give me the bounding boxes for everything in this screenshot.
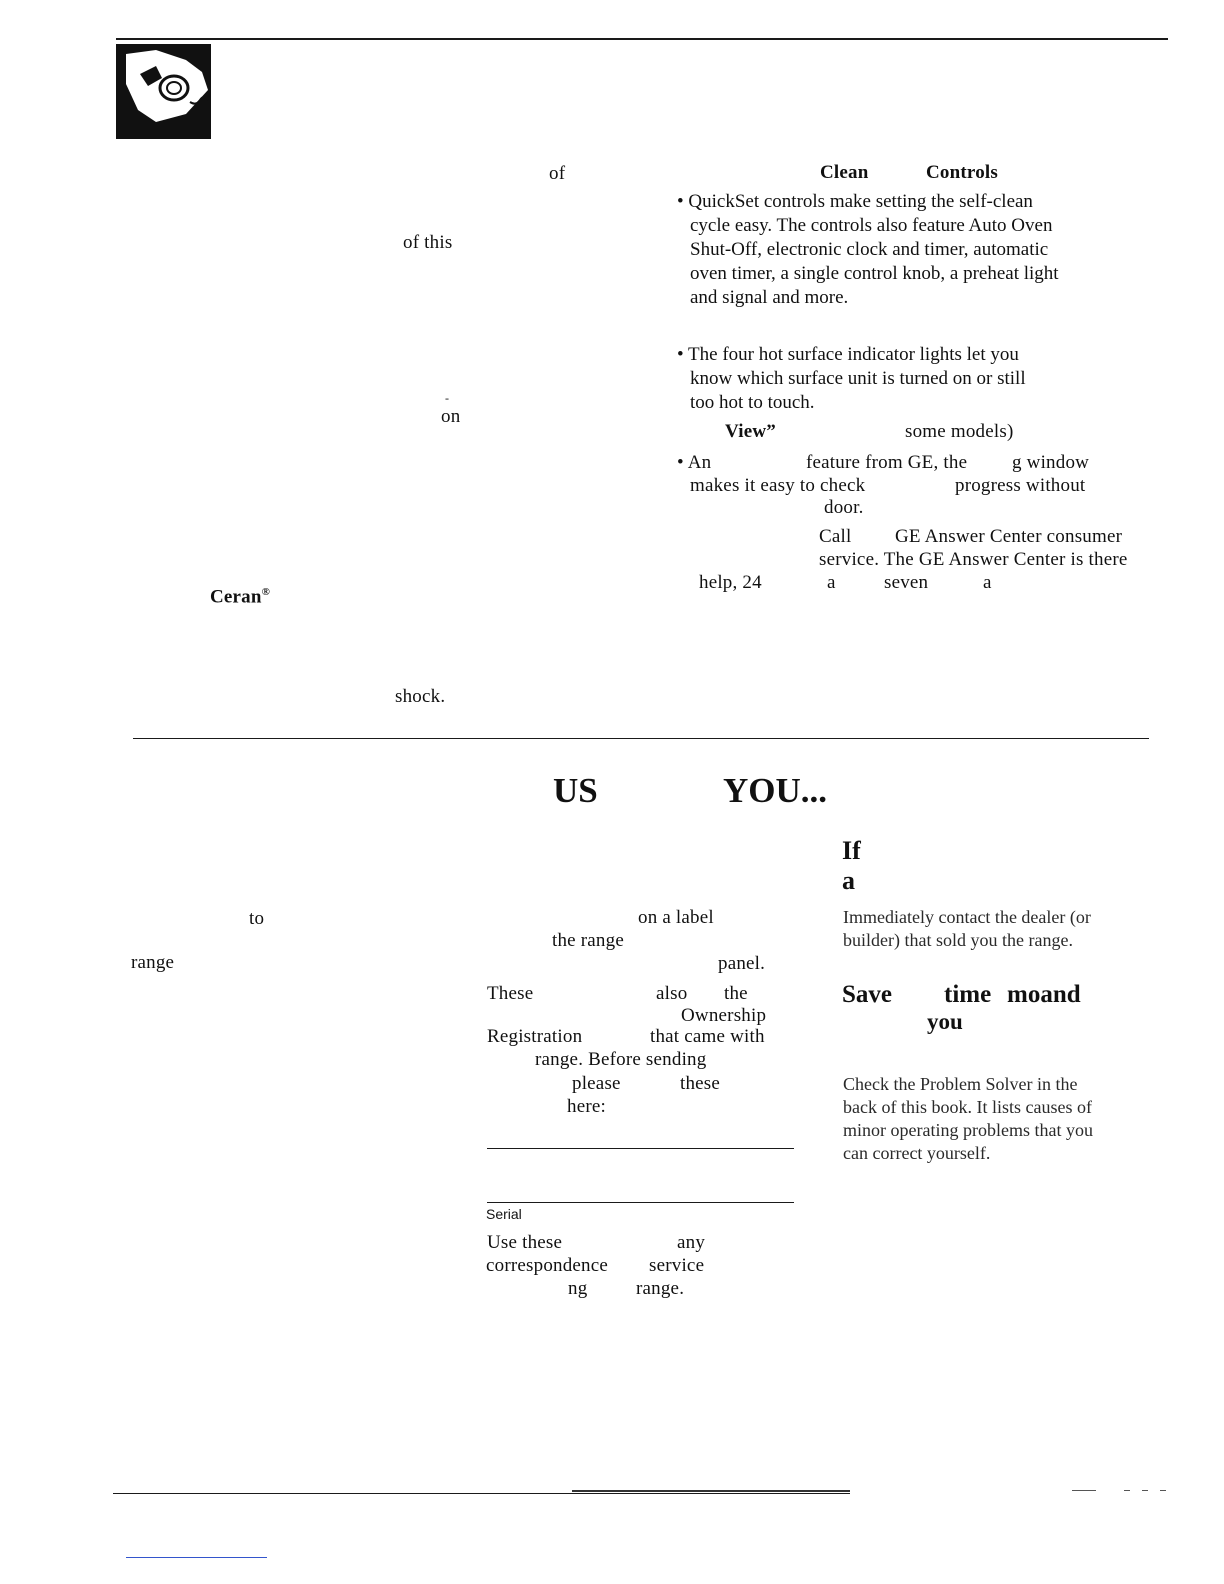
view-heading: View” [725, 421, 776, 442]
footer-rule-accent [572, 1490, 850, 1492]
quickset-line: cycle easy. The controls also feature Auto Oven [690, 215, 1053, 236]
right-heading-a: a [842, 866, 855, 895]
indicator-line: • The four hot surface indicator lights let you [677, 344, 1019, 365]
window-fragment: g window [1012, 452, 1090, 473]
footer-dash [1160, 1490, 1166, 1491]
check-line: Check the Problem Solver in the [843, 1074, 1078, 1094]
mid-fragment: Registration [487, 1026, 583, 1047]
mid-fragment: These [487, 983, 534, 1004]
call-fragment: service. The GE Answer Center is there [819, 549, 1128, 570]
window-fragment: feature from GE, the [806, 452, 968, 473]
mid-fragment: these [680, 1073, 721, 1094]
mid-fragment: the range [552, 930, 624, 951]
footer-dash [1142, 1490, 1148, 1491]
model-number-line [487, 1148, 794, 1149]
call-fragment: a [827, 572, 836, 593]
section-title-us: US [553, 771, 598, 810]
right-heading-if: If [842, 836, 861, 865]
fragment-dash: - [445, 391, 449, 405]
mid-fragment: range. [636, 1278, 685, 1299]
indicator-paragraph [677, 343, 1026, 415]
fragment-shock: shock. [395, 686, 446, 707]
window-fragment: progress without [955, 475, 1086, 496]
mid-fragment: that came with [650, 1026, 765, 1047]
header-icon-box [116, 44, 211, 139]
view-models: some models) [905, 421, 1014, 442]
check-paragraph [843, 1073, 1093, 1165]
mid-fragment: service [649, 1255, 705, 1276]
header-rule [116, 38, 1168, 40]
check-line: back of this book. It lists causes of [843, 1097, 1092, 1117]
fragment-on: on [441, 406, 461, 427]
quickset-paragraph [677, 190, 1059, 310]
mid-fragment: Use these [487, 1232, 563, 1253]
footer-link-line [126, 1557, 267, 1558]
indicator-line: know which surface unit is turned on or still [690, 368, 1026, 389]
section-divider [133, 738, 1149, 739]
section-title-you: YOU... [723, 771, 828, 810]
you-heading: you [927, 1009, 963, 1034]
window-fragment: makes it easy to check [690, 475, 866, 496]
mid-fragment: range. Before sending [535, 1049, 707, 1070]
fragment-of: of [549, 163, 566, 184]
call-fragment: a [983, 572, 992, 593]
quickset-line: oven timer, a single control knob, a preheat light [690, 263, 1059, 284]
footer-dash [1124, 1490, 1130, 1491]
time-heading: time [944, 981, 992, 1008]
heading-controls: Controls [926, 162, 998, 183]
fragment-to: to [249, 908, 265, 929]
quickset-line: • QuickSet controls make setting the self-clean [677, 191, 1033, 212]
footer-rule [113, 1493, 850, 1494]
footer-dash [1072, 1490, 1096, 1491]
call-fragment: seven [884, 572, 929, 593]
fragment-of-this: of this [403, 232, 453, 253]
quickset-line: Shut-Off, electronic clock and timer, automatic [690, 239, 1049, 260]
mid-fragment: correspondence [486, 1255, 609, 1276]
indicator-line: too hot to touch. [690, 392, 815, 413]
mid-fragment: ng [568, 1278, 588, 1299]
immediately-paragraph [843, 906, 1091, 952]
serial-number-line [487, 1202, 794, 1203]
mid-fragment: Ownership [681, 1005, 767, 1026]
mid-fragment: the [724, 983, 748, 1004]
quickset-line: and signal and more. [690, 287, 849, 308]
call-fragment: GE Answer Center consumer [895, 526, 1123, 547]
mid-fragment: here: [567, 1096, 606, 1117]
telephone-icon [116, 44, 211, 139]
check-line: can correct yourself. [843, 1143, 991, 1163]
call-fragment: help, 24 [699, 572, 762, 593]
window-fragment: door. [824, 497, 864, 518]
check-line: minor operating problems that you [843, 1120, 1093, 1140]
ceran-label: Ceran® [210, 586, 271, 608]
mid-fragment: any [677, 1232, 706, 1253]
heading-clean: Clean [820, 162, 869, 183]
immediately-line: Immediately contact the dealer (or [843, 907, 1091, 927]
call-fragment: Call [819, 526, 852, 547]
mid-fragment: on a label [638, 907, 714, 928]
window-fragment: • An [677, 452, 712, 473]
fragment-range: range [131, 952, 175, 973]
immediately-line: builder) that sold you the range. [843, 930, 1073, 950]
mid-fragment: panel. [718, 953, 766, 974]
money-heading: moand [1007, 981, 1081, 1008]
save-heading: Save [842, 981, 892, 1008]
mid-fragment: also [656, 983, 688, 1004]
serial-label: Serial [486, 1206, 522, 1222]
mid-fragment: please [572, 1073, 621, 1094]
